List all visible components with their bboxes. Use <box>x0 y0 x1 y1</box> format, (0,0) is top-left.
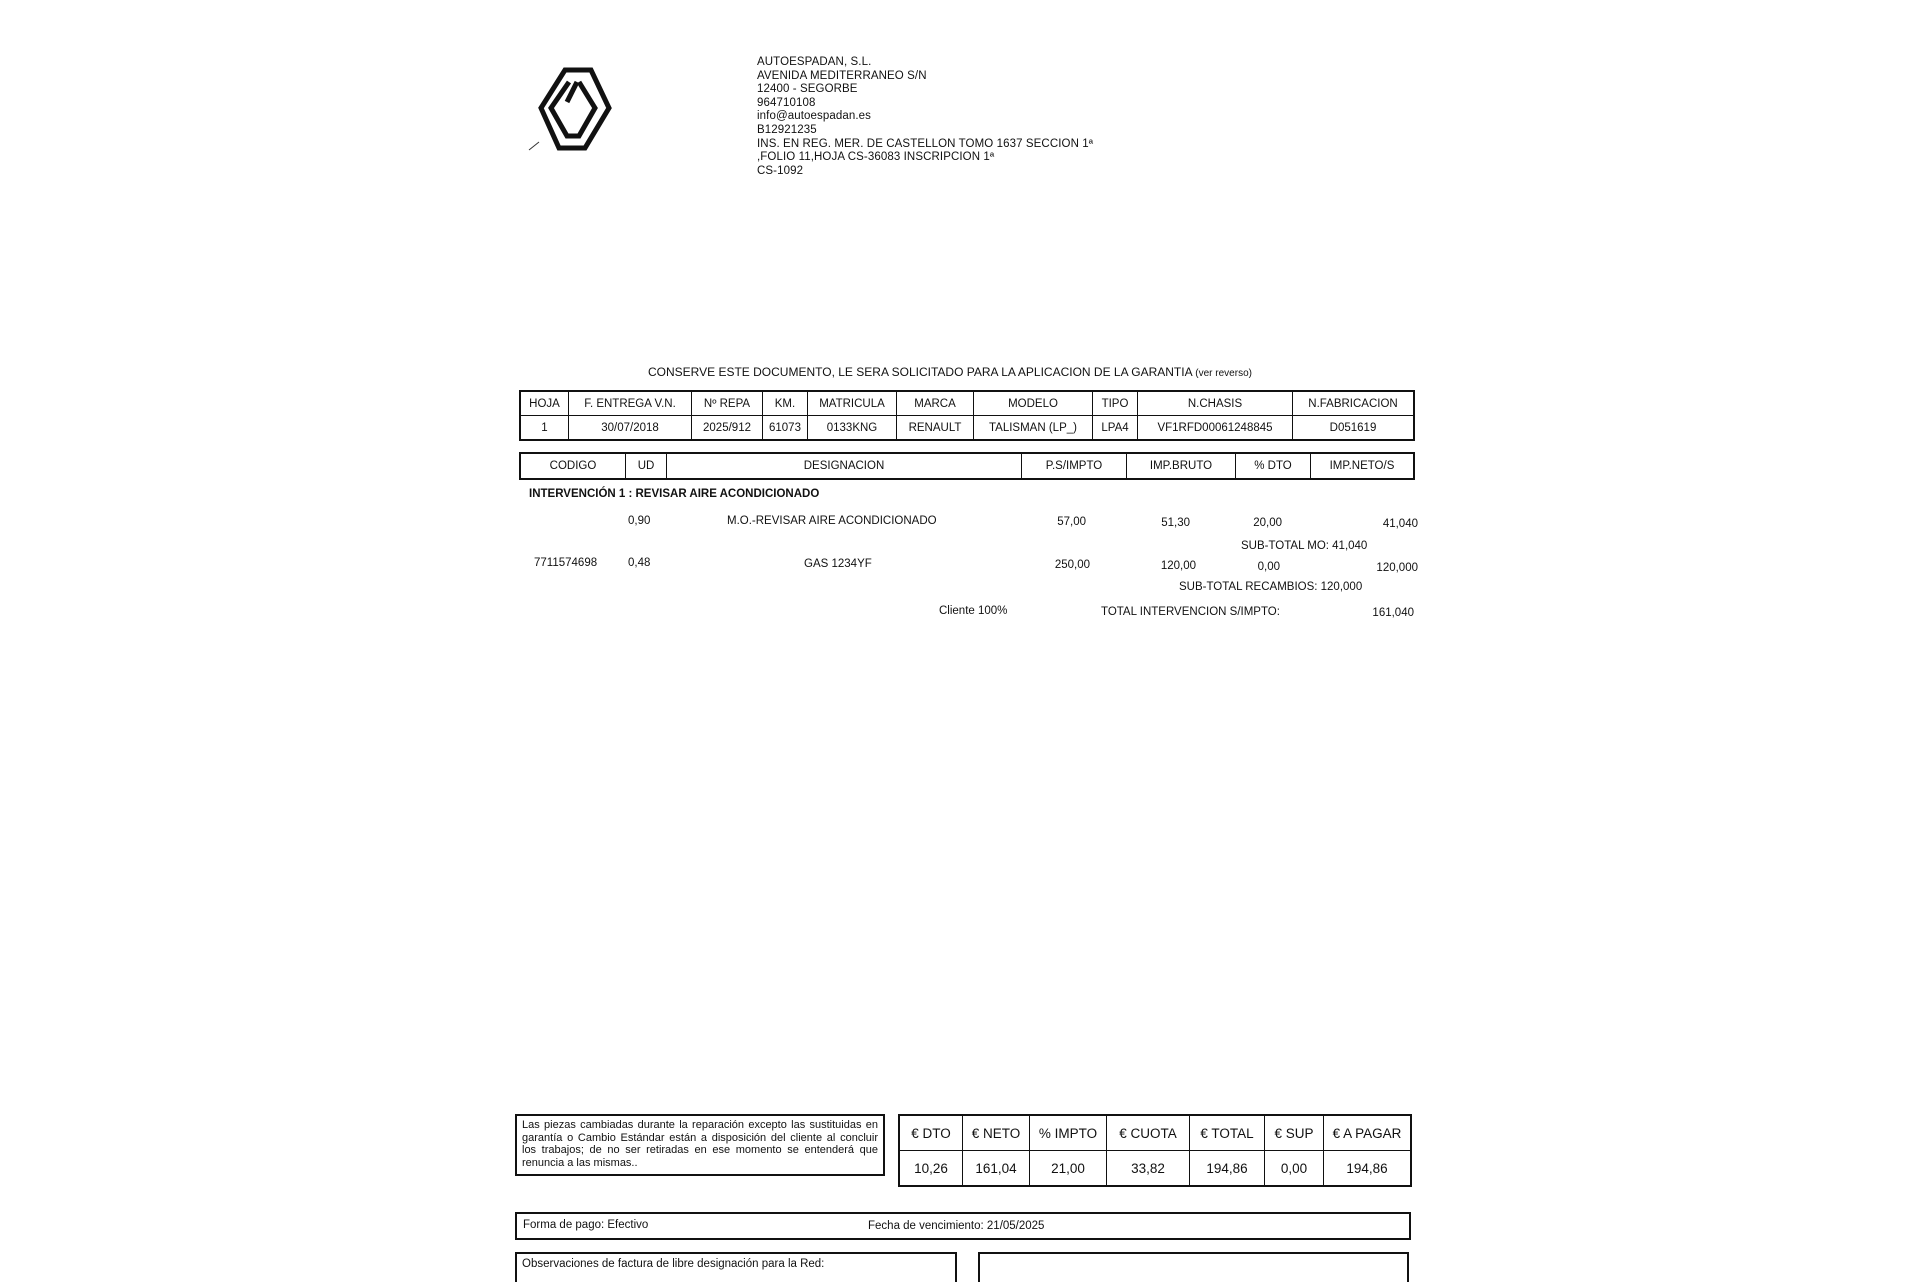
warranty-notice-small: (ver reverso) <box>1195 368 1252 379</box>
totals-label-sup: € SUP <box>1265 1115 1324 1151</box>
vehicle-table <box>519 390 1415 441</box>
totals-value-impto: 21,00 <box>1030 1151 1107 1187</box>
part-ud: 0,48 <box>628 557 651 569</box>
totals-label-row <box>899 1115 1411 1151</box>
vehicle-value-tipo: LPA4 <box>1093 416 1138 441</box>
vehicle-header-fabricacion: N.FABRICACION <box>1293 391 1415 416</box>
labour-net: 41,040 <box>1382 518 1418 530</box>
lines-header-table <box>519 452 1415 480</box>
company-city: 12400 - SEGORBE <box>757 83 858 96</box>
vehicle-value-chasis: VF1RFD00061248845 <box>1138 416 1293 441</box>
part-price: 250,00 <box>1054 559 1090 571</box>
labour-gross: 51,30 <box>1161 517 1190 529</box>
total-intervention-value: 161,040 <box>1372 607 1414 619</box>
payment-method: Forma de pago: Efectivo <box>523 1219 649 1231</box>
vehicle-value-repa: 2025/912 <box>692 416 763 441</box>
company-address: AVENIDA MEDITERRANEO S/N <box>757 69 927 82</box>
totals-value-row <box>899 1151 1411 1187</box>
company-registry-1: INS. EN REG. MER. DE CASTELLON TOMO 1637 SECCION 1ª <box>757 137 1094 150</box>
vehicle-header-modelo: MODELO <box>974 391 1093 416</box>
totals-label-impto: % IMPTO <box>1030 1115 1107 1151</box>
company-info <box>757 56 1093 178</box>
warranty-notice <box>648 365 1252 379</box>
totals-value-total: 194,86 <box>1190 1151 1265 1187</box>
company-name: AUTOESPADAN, S.L. <box>757 56 872 68</box>
lines-header-codigo: CODIGO <box>520 453 626 479</box>
observations-box <box>515 1252 957 1282</box>
lines-header-designacion: DESIGNACION <box>667 453 1022 479</box>
labour-ud: 0,90 <box>628 515 651 527</box>
vehicle-header-repa: Nº REPA <box>692 391 763 416</box>
vehicle-header-matricula: MATRICULA <box>808 391 897 416</box>
vehicle-header-km: KM. <box>763 391 808 416</box>
totals-label-pagar: € A PAGAR <box>1324 1115 1412 1151</box>
totals-label-dto: € DTO <box>899 1115 963 1151</box>
company-cif: B12921235 <box>757 123 817 136</box>
totals-table <box>898 1114 1412 1187</box>
parts-disposition-note: Las piezas cambiadas durante la reparación excepto las sustituidas en garantía o Cambio Estándar están a disposición del cliente al concluir los trabajos; de no ser retiradas en ese momento se entenderá que renuncia a las mismas.. <box>515 1114 885 1176</box>
subtotal-parts: SUB-TOTAL RECAMBIOS: 120,000 <box>1179 581 1363 593</box>
labour-designation: M.O.-REVISAR AIRE ACONDICIONADO <box>727 515 937 527</box>
part-code: 7711574698 <box>534 557 598 569</box>
payment-due-date: Fecha de vencimiento: 21/05/2025 <box>868 1220 1045 1232</box>
payment-box <box>515 1212 1411 1240</box>
lines-header-ud: UD <box>626 453 667 479</box>
vehicle-header-entrega: F. ENTREGA V.N. <box>569 391 692 416</box>
totals-label-neto: € NETO <box>963 1115 1030 1151</box>
part-net: 120,000 <box>1376 562 1418 574</box>
vehicle-value-matricula: 0133KNG <box>808 416 897 441</box>
observations-label: Observaciones de factura de libre designación para la Red: <box>522 1258 825 1270</box>
vehicle-value-entrega: 30/07/2018 <box>569 416 692 441</box>
vehicle-table-header-row <box>520 391 1414 416</box>
company-code: CS-1092 <box>757 164 804 177</box>
vehicle-value-hoja: 1 <box>520 416 569 441</box>
company-email: info@autoespadan.es <box>757 110 871 123</box>
totals-value-cuota: 33,82 <box>1107 1151 1190 1187</box>
vehicle-header-marca: MARCA <box>897 391 974 416</box>
totals-label-total: € TOTAL <box>1190 1115 1265 1151</box>
totals-label-cuota: € CUOTA <box>1107 1115 1190 1151</box>
warranty-notice-text: CONSERVE ESTE DOCUMENTO, LE SERA SOLICITADO PARA LA APLICACION DE LA GARANTIA <box>648 365 1192 379</box>
vehicle-header-hoja: HOJA <box>520 391 569 416</box>
labour-price: 57,00 <box>1057 516 1086 528</box>
total-intervention-label: TOTAL INTERVENCION S/IMPTO: <box>1101 606 1280 618</box>
intervention-title: INTERVENCIÓN 1 : REVISAR AIRE ACONDICIONADO <box>529 488 820 500</box>
vehicle-value-fabricacion: D051619 <box>1293 416 1415 441</box>
vehicle-header-chasis: N.CHASIS <box>1138 391 1293 416</box>
lines-header-neto: IMP.NETO/S <box>1311 453 1415 479</box>
lines-header-bruto: IMP.BRUTO <box>1127 453 1236 479</box>
observations-box-secondary <box>978 1252 1409 1282</box>
lines-header-precio: P.S/IMPTO <box>1022 453 1127 479</box>
lines-header-dto: % DTO <box>1236 453 1311 479</box>
part-gross: 120,00 <box>1160 560 1196 572</box>
vehicle-header-tipo: TIPO <box>1093 391 1138 416</box>
totals-value-pagar: 194,86 <box>1324 1151 1412 1187</box>
vehicle-value-modelo: TALISMAN (LP_) <box>974 416 1093 441</box>
company-phone: 964710108 <box>757 96 816 109</box>
totals-value-neto: 161,04 <box>963 1151 1030 1187</box>
vehicle-table-value-row <box>520 416 1414 441</box>
client-share: Cliente 100% <box>939 605 1008 617</box>
totals-value-dto: 10,26 <box>899 1151 963 1187</box>
vehicle-value-marca: RENAULT <box>897 416 974 441</box>
part-designation: GAS 1234YF <box>804 558 872 570</box>
vehicle-value-km: 61073 <box>763 416 808 441</box>
part-dto: 0,00 <box>1257 561 1280 573</box>
renault-logo-icon <box>527 60 617 160</box>
totals-value-sup: 0,00 <box>1265 1151 1324 1187</box>
subtotal-mo: SUB-TOTAL MO: 41,040 <box>1241 540 1368 552</box>
labour-dto: 20,00 <box>1253 517 1282 529</box>
lines-header-row <box>520 453 1414 479</box>
company-registry-2: ,FOLIO 11,HOJA CS-36083 INSCRIPCION 1ª <box>757 151 995 164</box>
